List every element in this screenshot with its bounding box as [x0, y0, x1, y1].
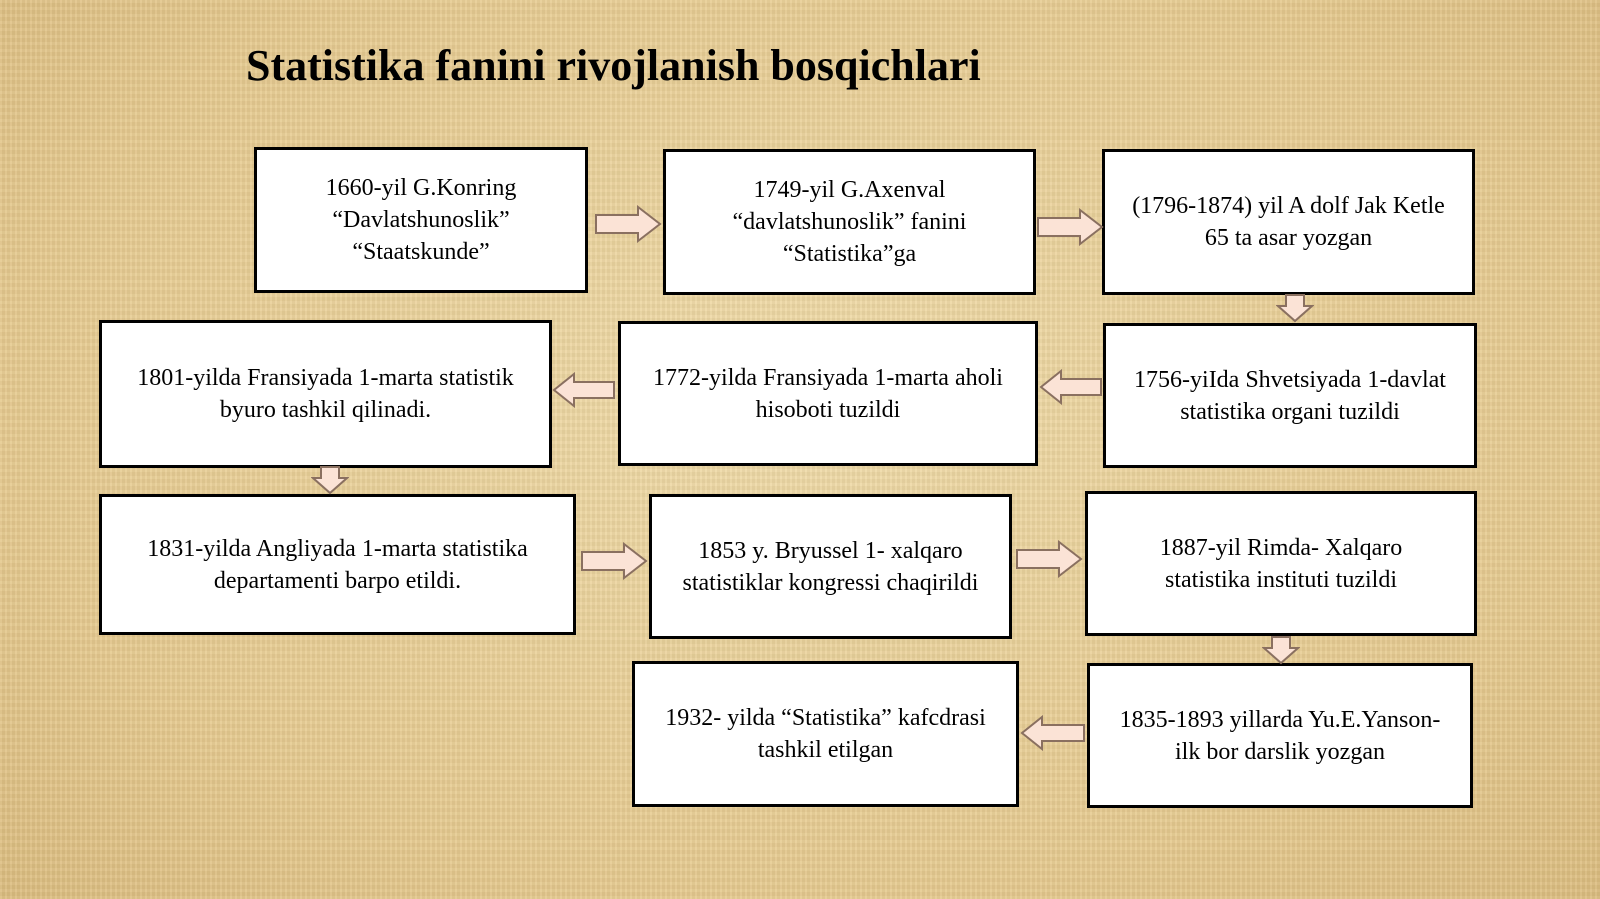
page-title: Statistika fanini rivojlanish bosqichlari	[246, 41, 981, 90]
arrow-left-icon	[1039, 369, 1103, 405]
stage-box-1772	[618, 321, 1038, 466]
arrow-right-icon	[594, 205, 662, 243]
stage-text-1932: 1932- yilda “Statistika” kafcdrasi tashkil etilgan	[665, 705, 986, 763]
arrow-down-icon	[1262, 635, 1300, 665]
arrow-down-icon	[1276, 293, 1314, 323]
arrow-down-icon	[311, 465, 349, 495]
stage-box-1756	[1103, 323, 1477, 468]
stage-text-1772: 1772-yilda Fransiyada 1-marta aholi hisoboti tuzildi	[653, 364, 1003, 423]
stage-box-1801	[99, 320, 552, 468]
stage-box-1853	[649, 494, 1012, 639]
stage-text-1887: 1887-yil Rimda- Xalqaro statistika instituti tuzildi	[1159, 534, 1403, 593]
stage-text-1796: (1796-1874) yil A dolf Jak Ketle 65 ta asar yozgan	[1132, 193, 1445, 251]
arrow-right-icon	[1036, 208, 1104, 246]
stage-box-1749	[663, 149, 1036, 295]
stage-text-1801: 1801-yilda Fransiyada 1-marta statistik byuro tashkil qilinadi.	[137, 365, 514, 423]
stage-box-1835	[1087, 663, 1473, 808]
stage-box-1887	[1085, 491, 1477, 636]
stage-text-1756: 1756-yiIda Shvetsiyada 1-davlat statistika organi tuzildi	[1134, 366, 1446, 425]
stage-text-1660: 1660-yil G.Konring “Davlatshunoslik” “Staatskunde”	[325, 175, 517, 265]
arrow-right-icon	[580, 542, 648, 580]
stage-text-1831: 1831-yilda Angliyada 1-marta statistika departamenti barpo etildi.	[147, 535, 528, 594]
stage-text-1853: 1853 y. Bryussel 1- xalqaro statistiklar kongressi chaqirildi	[682, 537, 979, 596]
stage-box-1660	[254, 147, 588, 293]
stage-box-1831	[99, 494, 576, 635]
arrow-right-icon	[1015, 540, 1083, 578]
arrow-left-icon	[1020, 715, 1086, 751]
stage-box-1796	[1102, 149, 1475, 295]
stage-box-1932	[632, 661, 1019, 807]
stage-text-1749: 1749-yil G.Axenval “davlatshunoslik” fanini “Statistika”ga	[732, 177, 967, 267]
arrow-left-icon	[552, 372, 616, 408]
stage-text-1835: 1835-1893 yillarda Yu.E.Yanson- ilk bor darslik yozgan	[1119, 706, 1441, 765]
